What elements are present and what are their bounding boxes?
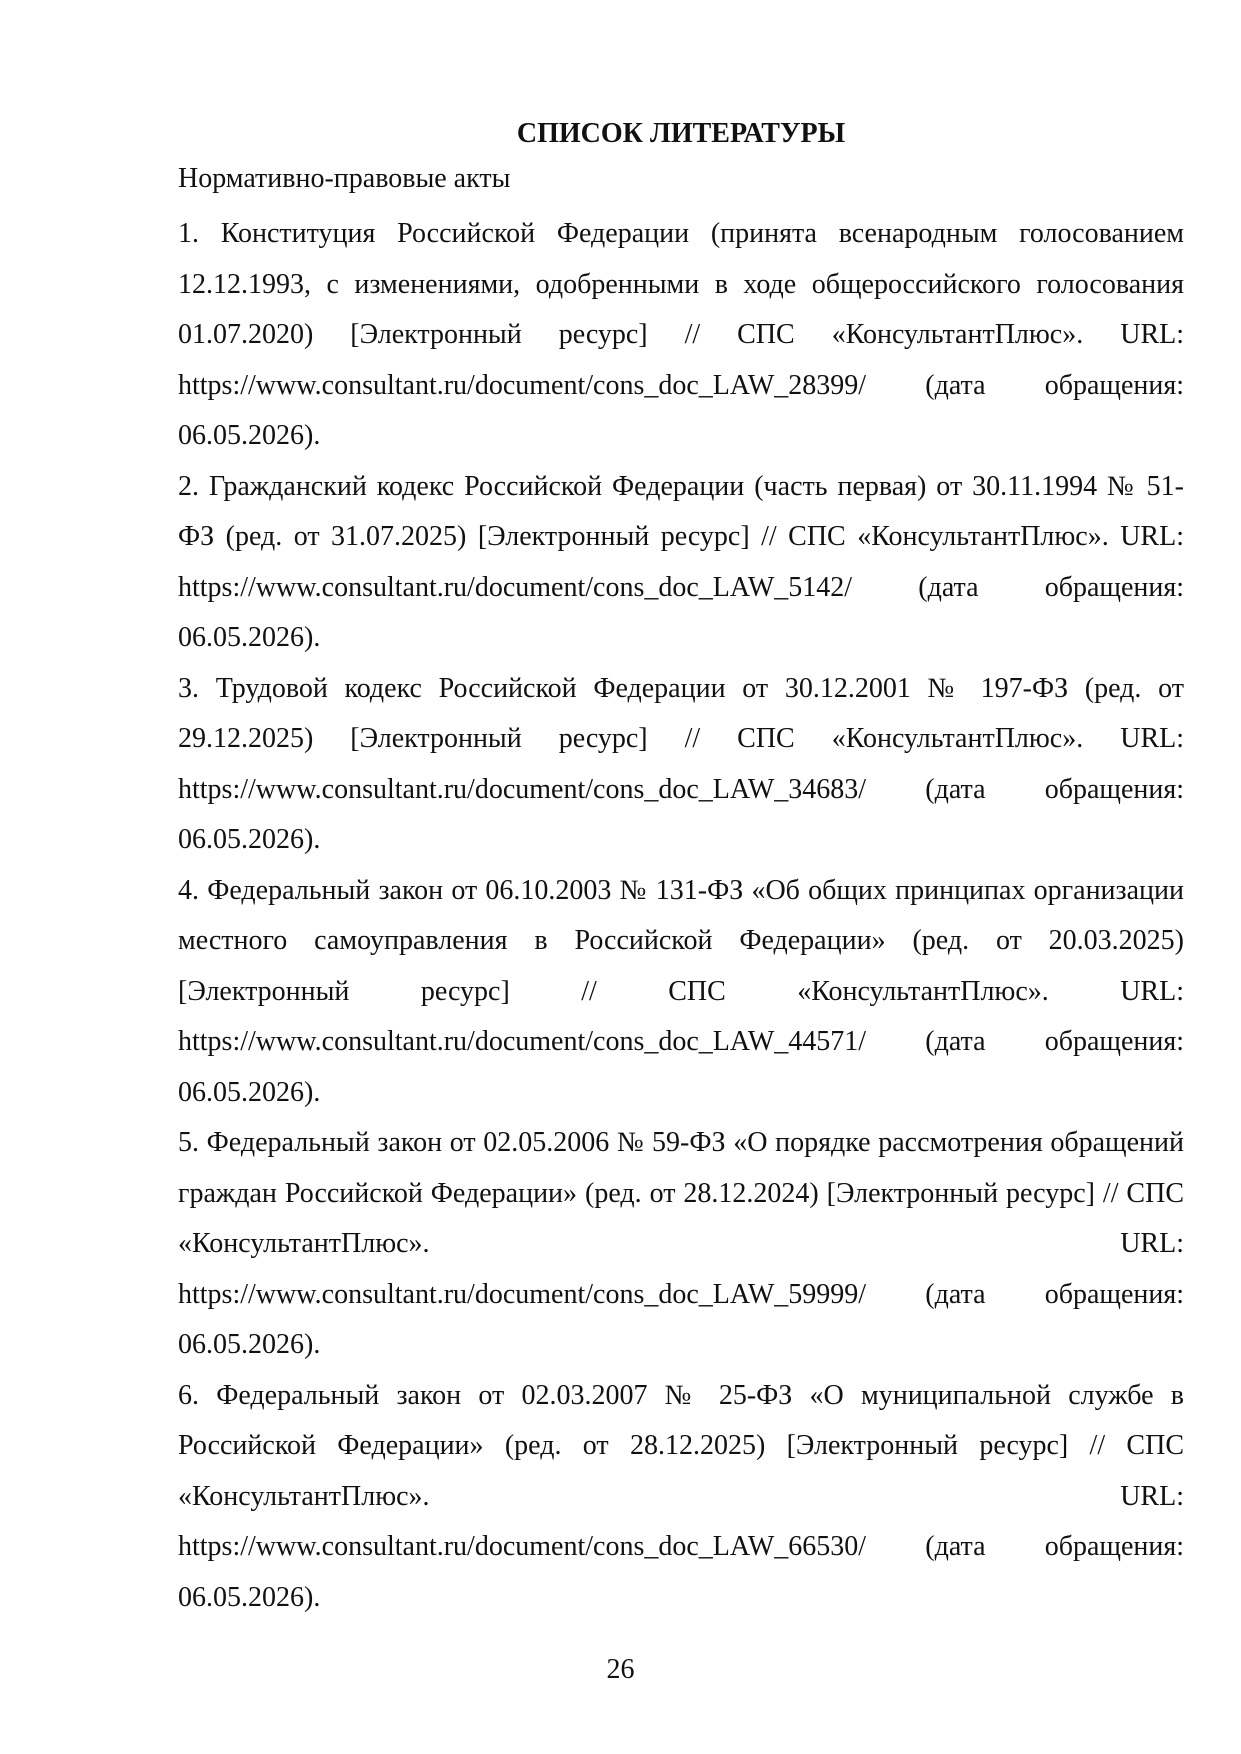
reference-item-3: 3. Трудовой кодекс Российской Федерации от 30.12.2001 № 197-ФЗ (ред. от 29.12.2025) [Электронный ресурс] // СПС «КонсультантПлюс». URL: https://www.consultant.ru/document/cons_doc_LAW_34683/ (дата обращения: 06.05.2026). bbox=[178, 672, 1184, 855]
reference-item-2: 2. Гражданский кодекс Российской Федерации (часть первая) от 30.11.1994 № 51-ФЗ (ред. от 31.07.2025) [Электронный ресурс] // СПС «КонсультантПлюс». URL: https://www.consultant.ru/document/cons_doc_LAW_5142/ (дата обращения: 06.05.2026). bbox=[178, 470, 1184, 653]
page-content bbox=[178, 113, 1184, 1623]
page-title: СПИСОК ЛИТЕРАТУРЫ bbox=[516, 118, 846, 149]
page-number: 26 bbox=[606, 1654, 635, 1685]
reference-item-6: 6. Федеральный закон от 02.03.2007 № 25-ФЗ «О муниципальной службе в Российской Федерации» (ред. от 28.12.2025) [Электронный ресурс] // СПС «КонсультантПлюс». URL: https://www.consultant.ru/document/cons_doc_LAW_66530/ (дата обращения: 06.05.2026). bbox=[178, 1379, 1184, 1613]
reference-list bbox=[178, 209, 1184, 1623]
section-heading: Нормативно-правовые акты bbox=[178, 163, 511, 194]
reference-item-1: 1. Конституция Российской Федерации (принята всенародным голосованием 12.12.1993, с изменениями, одобренными в ходе общероссийского голосования 01.07.2020) [Электронный ресурс] // СПС «КонсультантПлюс». URL: https://www.consultant.ru/document/cons_doc_LAW_28399/ (дата обращения: 06.05.2026). bbox=[178, 218, 1184, 451]
reference-item-5: 5. Федеральный закон от 02.05.2006 № 59-ФЗ «О порядке рассмотрения обращений граждан Российской Федерации» (ред. от 28.12.2024) [Электронный ресурс] // СПС «КонсультантПлюс». URL: https://www.consultant.ru/document/cons_doc_LAW_59999/ (дата обращения: 06.05.2026). bbox=[178, 1127, 1184, 1360]
reference-item-4: 4. Федеральный закон от 06.10.2003 № 131-ФЗ «Об общих принципах организации местного самоуправления в Российской Федерации» (ред. от 20.03.2025) [Электронный ресурс] // СПС «КонсультантПлюс». URL: https://www.consultant.ru/document/cons_doc_LAW_44571/ (дата обращения: 06.05.2026). bbox=[178, 874, 1184, 1108]
